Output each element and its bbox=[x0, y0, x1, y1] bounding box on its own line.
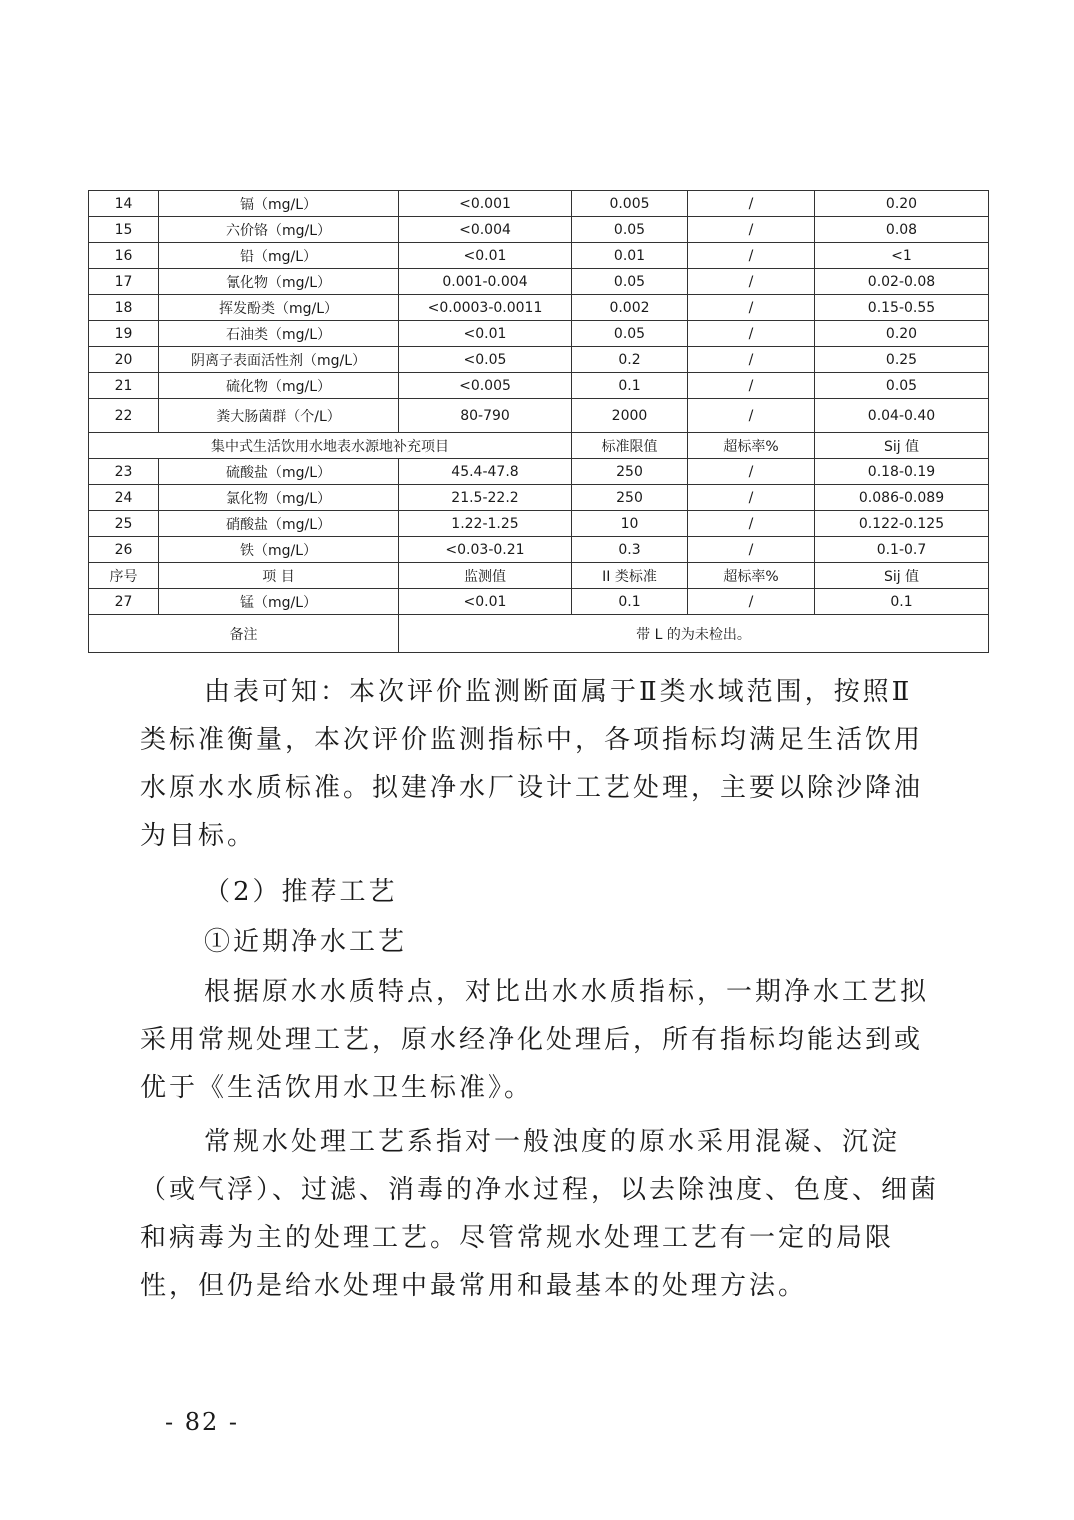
page-number: - 82 - bbox=[165, 1408, 240, 1436]
header-limit: II 类标准 bbox=[572, 563, 688, 589]
row-number: 17 bbox=[89, 269, 159, 295]
standard-limit: 2000 bbox=[572, 399, 688, 433]
row-number: 16 bbox=[89, 243, 159, 269]
item-name: 挥发酚类（mg/L） bbox=[159, 295, 399, 321]
sij-value: 0.1 bbox=[815, 589, 989, 615]
exceed-rate: / bbox=[688, 347, 815, 373]
sij-value: 0.20 bbox=[815, 191, 989, 217]
table-row bbox=[89, 295, 989, 321]
table-row bbox=[89, 217, 989, 243]
sij-value: 0.18-0.19 bbox=[815, 459, 989, 485]
subsection-heading-text: ①近期净水工艺 bbox=[204, 927, 408, 957]
sij-value: 0.25 bbox=[815, 347, 989, 373]
table-row bbox=[89, 321, 989, 347]
row-number: 18 bbox=[89, 295, 159, 321]
measured-value: <0.01 bbox=[399, 321, 572, 347]
item-name: 硫酸盐（mg/L） bbox=[159, 459, 399, 485]
header-exceed: 超标率% bbox=[688, 563, 815, 589]
exceed-rate: / bbox=[688, 321, 815, 347]
row-number: 14 bbox=[89, 191, 159, 217]
process-text: 根据原水水质特点，对比出水水质指标，一期净水工艺拟采用常规处理工艺，原水经净化处理后，所有指标均能达到或优于《生活饮用水卫生标准》。 bbox=[140, 977, 930, 1103]
row-number: 23 bbox=[89, 459, 159, 485]
standard-limit: 0.1 bbox=[572, 373, 688, 399]
row-number: 15 bbox=[89, 217, 159, 243]
sij-value: 0.122-0.125 bbox=[815, 511, 989, 537]
exceed-rate: / bbox=[688, 589, 815, 615]
table-row bbox=[89, 191, 989, 217]
section-header-row bbox=[89, 433, 989, 459]
exceed-rate: / bbox=[688, 373, 815, 399]
table-row bbox=[89, 373, 989, 399]
standard-limit: 250 bbox=[572, 459, 688, 485]
header-sij: Sij 值 bbox=[815, 563, 989, 589]
standard-limit: 250 bbox=[572, 485, 688, 511]
row-number: 26 bbox=[89, 537, 159, 563]
header-item: 项 目 bbox=[159, 563, 399, 589]
row-number: 25 bbox=[89, 511, 159, 537]
header-sij: Sij 值 bbox=[815, 433, 989, 459]
note-row bbox=[89, 615, 989, 653]
note-label: 备注 bbox=[89, 615, 399, 653]
row-number: 24 bbox=[89, 485, 159, 511]
measured-value: <0.001 bbox=[399, 191, 572, 217]
measured-value: 0.001-0.004 bbox=[399, 269, 572, 295]
section-heading bbox=[140, 868, 940, 916]
sij-value: 0.04-0.40 bbox=[815, 399, 989, 433]
sij-value: 0.20 bbox=[815, 321, 989, 347]
standard-limit: 0.05 bbox=[572, 269, 688, 295]
table-row bbox=[89, 243, 989, 269]
row-number: 21 bbox=[89, 373, 159, 399]
item-name: 六价铬（mg/L） bbox=[159, 217, 399, 243]
measured-value: 45.4-47.8 bbox=[399, 459, 572, 485]
table-row bbox=[89, 269, 989, 295]
item-name: 锰（mg/L） bbox=[159, 589, 399, 615]
conclusion-paragraph bbox=[140, 668, 940, 860]
item-name: 铁（mg/L） bbox=[159, 537, 399, 563]
water-quality-table bbox=[88, 190, 989, 653]
exceed-rate: / bbox=[688, 485, 815, 511]
header-no: 序号 bbox=[89, 563, 159, 589]
conventional-text: 常规水处理工艺系指对一般浊度的原水采用混凝、沉淀（或气浮）、过滤、消毒的净水过程，以去除浊度、色度、细菌和病毒为主的处理工艺。尽管常规水处理工艺有一定的局限性，但仍是给水处理中最常用和最基本的处理方法。 bbox=[140, 1127, 940, 1301]
section-title: 集中式生活饮用水地表水源地补充项目 bbox=[89, 433, 572, 459]
exceed-rate: / bbox=[688, 243, 815, 269]
row-number: 19 bbox=[89, 321, 159, 347]
measured-value: <0.05 bbox=[399, 347, 572, 373]
sij-value: 0.02-0.08 bbox=[815, 269, 989, 295]
exceed-rate: / bbox=[688, 295, 815, 321]
sij-value: 0.086-0.089 bbox=[815, 485, 989, 511]
note-text: 带 L 的为未检出。 bbox=[399, 615, 989, 653]
sij-value: 0.08 bbox=[815, 217, 989, 243]
measured-value: <0.004 bbox=[399, 217, 572, 243]
table-row bbox=[89, 537, 989, 563]
column-header-row bbox=[89, 563, 989, 589]
item-name: 硝酸盐（mg/L） bbox=[159, 511, 399, 537]
row-number: 22 bbox=[89, 399, 159, 433]
sij-value: 0.1-0.7 bbox=[815, 537, 989, 563]
header-exceed: 超标率% bbox=[688, 433, 815, 459]
exceed-rate: / bbox=[688, 399, 815, 433]
measured-value: 80-790 bbox=[399, 399, 572, 433]
standard-limit: 0.01 bbox=[572, 243, 688, 269]
exceed-rate: / bbox=[688, 511, 815, 537]
standard-limit: 0.005 bbox=[572, 191, 688, 217]
conclusion-text: 由表可知：本次评价监测断面属于Ⅱ类水域范围，按照Ⅱ类标准衡量，本次评价监测指标中，各项指标均满足生活饮用水原水水质标准。拟建净水厂设计工艺处理，主要以除沙降油为目标。 bbox=[140, 677, 924, 851]
exceed-rate: / bbox=[688, 191, 815, 217]
header-limit: 标准限值 bbox=[572, 433, 688, 459]
standard-limit: 0.3 bbox=[572, 537, 688, 563]
standard-limit: 0.05 bbox=[572, 321, 688, 347]
exceed-rate: / bbox=[688, 459, 815, 485]
item-name: 硫化物（mg/L） bbox=[159, 373, 399, 399]
standard-limit: 0.1 bbox=[572, 589, 688, 615]
exceed-rate: / bbox=[688, 269, 815, 295]
table-row bbox=[89, 485, 989, 511]
measured-value: <0.03-0.21 bbox=[399, 537, 572, 563]
item-name: 氯化物（mg/L） bbox=[159, 485, 399, 511]
sij-value: <1 bbox=[815, 243, 989, 269]
row-number: 27 bbox=[89, 589, 159, 615]
measured-value: <0.0003-0.0011 bbox=[399, 295, 572, 321]
exceed-rate: / bbox=[688, 537, 815, 563]
standard-limit: 0.002 bbox=[572, 295, 688, 321]
standard-limit: 10 bbox=[572, 511, 688, 537]
measured-value: 21.5-22.2 bbox=[399, 485, 572, 511]
item-name: 石油类（mg/L） bbox=[159, 321, 399, 347]
table-row bbox=[89, 347, 989, 373]
item-name: 阴离子表面活性剂（mg/L） bbox=[159, 347, 399, 373]
measured-value: 1.22-1.25 bbox=[399, 511, 572, 537]
table-row bbox=[89, 399, 989, 433]
section-heading-text: （2）推荐工艺 bbox=[204, 877, 398, 907]
item-name: 镉（mg/L） bbox=[159, 191, 399, 217]
table-row bbox=[89, 459, 989, 485]
table-row bbox=[89, 511, 989, 537]
measured-value: <0.005 bbox=[399, 373, 572, 399]
item-name: 粪大肠菌群（个/L） bbox=[159, 399, 399, 433]
sij-value: 0.05 bbox=[815, 373, 989, 399]
item-name: 铅（mg/L） bbox=[159, 243, 399, 269]
table-row bbox=[89, 589, 989, 615]
row-number: 20 bbox=[89, 347, 159, 373]
subsection-heading bbox=[140, 918, 940, 966]
standard-limit: 0.2 bbox=[572, 347, 688, 373]
header-measured: 监测值 bbox=[399, 563, 572, 589]
item-name: 氰化物（mg/L） bbox=[159, 269, 399, 295]
process-paragraph bbox=[140, 968, 940, 1112]
measured-value: <0.01 bbox=[399, 243, 572, 269]
sij-value: 0.15-0.55 bbox=[815, 295, 989, 321]
measured-value: <0.01 bbox=[399, 589, 572, 615]
standard-limit: 0.05 bbox=[572, 217, 688, 243]
conventional-paragraph bbox=[140, 1118, 940, 1310]
exceed-rate: / bbox=[688, 217, 815, 243]
